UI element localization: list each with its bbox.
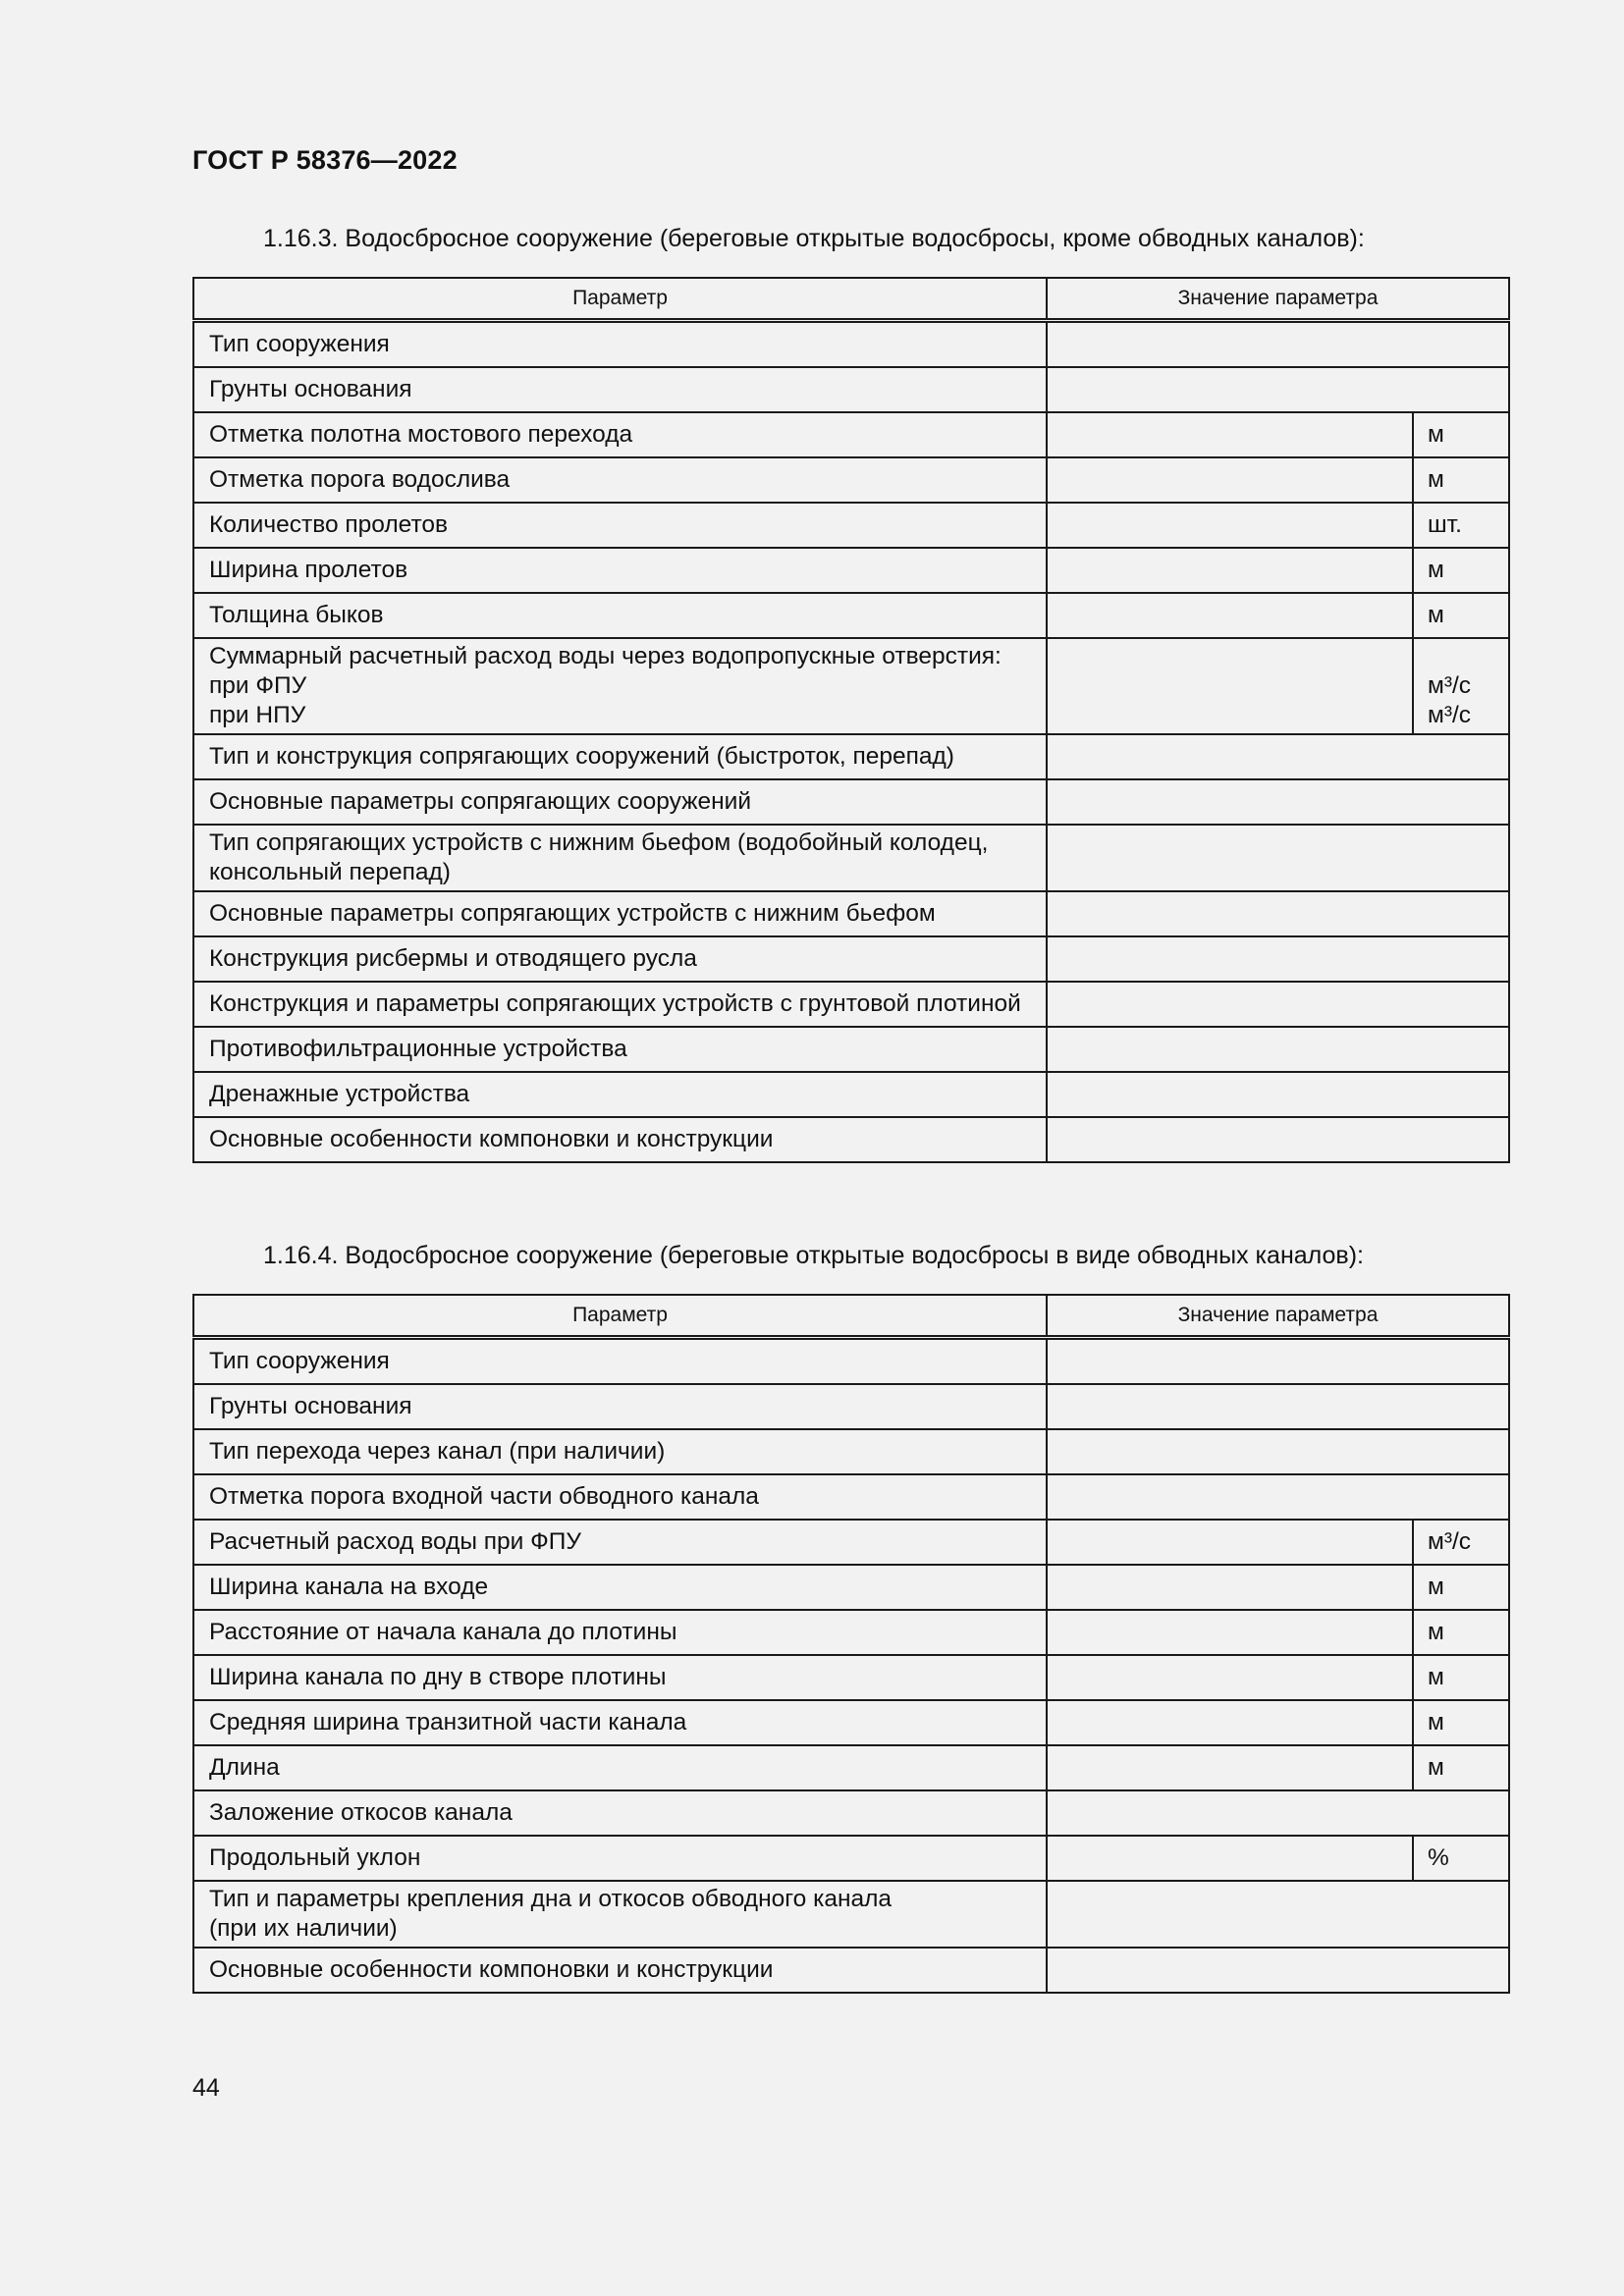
value-cell <box>1047 1610 1413 1655</box>
column-header-parameter: Параметр <box>193 278 1047 321</box>
table-row <box>193 1338 1509 1385</box>
value-cell <box>1047 1565 1413 1610</box>
value-cell <box>1047 1790 1509 1836</box>
parameter-cell <box>193 734 1047 779</box>
parameter-text: Конструкция рисбермы и отводящего русла <box>209 945 697 972</box>
unit-cell <box>1413 1610 1509 1655</box>
parameter-text: Расчетный расход воды при ФПУ <box>209 1528 581 1555</box>
parameter-cell <box>193 1745 1047 1790</box>
parameter-text: Грунты основания <box>209 1393 412 1419</box>
parameter-text: Грунты основания <box>209 376 412 402</box>
parameter-table-1-16-3 <box>192 277 1510 1163</box>
parameter-cell <box>193 503 1047 548</box>
value-cell <box>1047 638 1413 734</box>
parameter-cell <box>193 1027 1047 1072</box>
parameter-cell <box>193 1429 1047 1474</box>
unit-text <box>1428 642 1493 671</box>
value-cell <box>1047 457 1413 503</box>
parameter-text: Основные параметры сопрягающих сооружений <box>209 788 752 815</box>
parameter-cell <box>193 593 1047 638</box>
parameter-text: Средняя ширина транзитной части канала <box>209 1709 687 1735</box>
table-row <box>193 1836 1509 1881</box>
table-row <box>193 1948 1509 1993</box>
parameter-text: при ФПУ <box>209 672 307 699</box>
section-heading-1-16-3: 1.16.3. Водосбросное сооружение (береговые открытые водосбросы, кроме обводных каналов): <box>263 225 1365 252</box>
unit-text: шт. <box>1428 511 1462 538</box>
value-cell <box>1047 1474 1509 1520</box>
parameter-cell <box>193 1836 1047 1881</box>
parameter-text: Отметка порога водослива <box>209 466 511 493</box>
unit-cell <box>1413 412 1509 457</box>
unit-text: м <box>1428 466 1444 493</box>
unit-text: м³/с <box>1428 672 1472 699</box>
parameter-cell <box>193 1948 1047 1993</box>
parameter-cell <box>193 457 1047 503</box>
parameter-text: Основные особенности компоновки и конструкции <box>209 1956 774 1983</box>
value-cell <box>1047 891 1509 936</box>
value-cell <box>1047 1520 1413 1565</box>
parameter-cell <box>193 1117 1047 1162</box>
parameter-text: при НПУ <box>209 702 306 728</box>
table-row <box>193 1655 1509 1700</box>
unit-cell <box>1413 548 1509 593</box>
table-row <box>193 1565 1509 1610</box>
table-row <box>193 1520 1509 1565</box>
value-cell <box>1047 1117 1509 1162</box>
parameter-text: Заложение откосов канала <box>209 1799 513 1826</box>
parameter-text: (при их наличии) <box>209 1915 398 1942</box>
parameter-text: Ширина канала на входе <box>209 1574 489 1600</box>
table-row <box>193 1700 1509 1745</box>
value-cell <box>1047 593 1413 638</box>
table-row <box>193 367 1509 412</box>
value-cell <box>1047 936 1509 982</box>
parameter-text: Ширина пролетов <box>209 557 408 583</box>
table-row <box>193 936 1509 982</box>
table-row <box>193 982 1509 1027</box>
unit-cell <box>1413 1655 1509 1700</box>
parameter-text: Дренажные устройства <box>209 1081 470 1107</box>
parameter-cell <box>193 412 1047 457</box>
value-cell <box>1047 1384 1509 1429</box>
parameter-cell <box>193 1338 1047 1385</box>
parameter-text: Противофильтрационные устройства <box>209 1036 627 1062</box>
value-cell <box>1047 503 1413 548</box>
parameter-cell <box>193 1610 1047 1655</box>
table-row <box>193 825 1509 891</box>
parameter-text: Отметка порога входной части обводного канала <box>209 1483 759 1510</box>
parameter-cell <box>193 638 1047 734</box>
column-header-value: Значение параметра <box>1047 278 1509 321</box>
column-header-value: Значение параметра <box>1047 1295 1509 1338</box>
unit-cell <box>1413 638 1509 734</box>
value-cell <box>1047 1072 1509 1117</box>
parameter-table-1-16-4 <box>192 1294 1510 1994</box>
value-cell <box>1047 734 1509 779</box>
page-number: 44 <box>192 2074 220 2102</box>
parameter-text: Конструкция и параметры сопрягающих устройств с грунтовой плотиной <box>209 990 1021 1017</box>
unit-text: м <box>1428 557 1444 583</box>
unit-cell <box>1413 1565 1509 1610</box>
parameter-text: Тип перехода через канал (при наличии) <box>209 1438 666 1465</box>
parameter-cell <box>193 1700 1047 1745</box>
table-row <box>193 1790 1509 1836</box>
value-cell <box>1047 825 1509 891</box>
parameter-cell <box>193 1565 1047 1610</box>
parameter-text: Тип и конструкция сопрягающих сооружений (быстроток, перепад) <box>209 743 954 770</box>
parameter-cell <box>193 548 1047 593</box>
table-header-row <box>193 278 1509 321</box>
parameter-cell <box>193 1520 1047 1565</box>
parameter-text: Длина <box>209 1754 280 1781</box>
parameter-text: Тип и параметры крепления дна и откосов обводного канала <box>209 1886 893 1912</box>
parameter-text: Толщина быков <box>209 602 384 628</box>
parameter-cell <box>193 1790 1047 1836</box>
parameter-text: Тип сооружения <box>209 1348 390 1374</box>
parameter-text: Расстояние от начала канала до плотины <box>209 1619 677 1645</box>
unit-text: м <box>1428 1664 1444 1690</box>
unit-text: м <box>1428 1619 1444 1645</box>
table-header-row <box>193 1295 1509 1338</box>
parameter-cell <box>193 1655 1047 1700</box>
unit-text: м <box>1428 1754 1444 1781</box>
value-cell <box>1047 1655 1413 1700</box>
value-cell <box>1047 1881 1509 1948</box>
table-row <box>193 593 1509 638</box>
unit-text: % <box>1428 1844 1449 1871</box>
section-heading-1-16-4: 1.16.4. Водосбросное сооружение (береговые открытые водосбросы в виде обводных каналов): <box>263 1242 1364 1269</box>
value-cell <box>1047 1948 1509 1993</box>
unit-text: м³/с <box>1428 702 1472 728</box>
parameter-cell <box>193 367 1047 412</box>
parameter-text: Отметка полотна мостового перехода <box>209 421 633 448</box>
value-cell <box>1047 1836 1413 1881</box>
value-cell <box>1047 548 1413 593</box>
value-cell <box>1047 982 1509 1027</box>
value-cell <box>1047 779 1509 825</box>
value-cell <box>1047 1745 1413 1790</box>
parameter-cell <box>193 1881 1047 1948</box>
table-row <box>193 1429 1509 1474</box>
unit-text: м <box>1428 1709 1444 1735</box>
parameter-text: консольный перепад) <box>209 859 451 885</box>
table-row <box>193 412 1509 457</box>
unit-text: м³/с <box>1428 1528 1472 1555</box>
document-code: ГОСТ Р 58376—2022 <box>192 145 458 175</box>
column-header-parameter: Параметр <box>193 1295 1047 1338</box>
unit-text: м <box>1428 421 1444 448</box>
table-row <box>193 638 1509 734</box>
unit-cell <box>1413 1700 1509 1745</box>
parameter-cell <box>193 891 1047 936</box>
table-row <box>193 891 1509 936</box>
table-row <box>193 321 1509 368</box>
parameter-text: Ширина канала по дну в створе плотины <box>209 1664 667 1690</box>
value-cell <box>1047 1027 1509 1072</box>
table-row <box>193 1384 1509 1429</box>
table-row <box>193 1072 1509 1117</box>
table-row <box>193 1745 1509 1790</box>
unit-cell <box>1413 1520 1509 1565</box>
parameter-text: Тип сопрягающих устройств с нижним бьефом (водобойный колодец, <box>209 829 989 856</box>
parameter-cell <box>193 779 1047 825</box>
unit-text: м <box>1428 1574 1444 1600</box>
unit-text: м <box>1428 602 1444 628</box>
value-cell <box>1047 412 1413 457</box>
parameter-cell <box>193 982 1047 1027</box>
table-row <box>193 1881 1509 1948</box>
parameter-cell <box>193 1474 1047 1520</box>
value-cell <box>1047 367 1509 412</box>
parameter-text: Основные параметры сопрягающих устройств с нижним бьефом <box>209 900 936 927</box>
table-row <box>193 734 1509 779</box>
table-row <box>193 1117 1509 1162</box>
parameter-cell <box>193 1384 1047 1429</box>
unit-cell <box>1413 503 1509 548</box>
table-row <box>193 503 1509 548</box>
parameter-cell <box>193 321 1047 368</box>
table-row <box>193 457 1509 503</box>
parameter-cell <box>193 1072 1047 1117</box>
table-row <box>193 1610 1509 1655</box>
value-cell <box>1047 1338 1509 1385</box>
parameter-cell <box>193 936 1047 982</box>
unit-cell <box>1413 593 1509 638</box>
value-cell <box>1047 321 1509 368</box>
value-cell <box>1047 1700 1413 1745</box>
table-row <box>193 779 1509 825</box>
value-cell <box>1047 1429 1509 1474</box>
table-row <box>193 548 1509 593</box>
parameter-cell <box>193 825 1047 891</box>
parameter-text: Продольный уклон <box>209 1844 421 1871</box>
parameter-text: Суммарный расчетный расход воды через водопропускные отверстия: <box>209 643 1001 669</box>
unit-cell <box>1413 1836 1509 1881</box>
unit-cell <box>1413 1745 1509 1790</box>
table-row <box>193 1027 1509 1072</box>
parameter-text: Основные особенности компоновки и конструкции <box>209 1126 774 1152</box>
parameter-text: Тип сооружения <box>209 331 390 357</box>
parameter-text: Количество пролетов <box>209 511 449 538</box>
table-row <box>193 1474 1509 1520</box>
unit-cell <box>1413 457 1509 503</box>
